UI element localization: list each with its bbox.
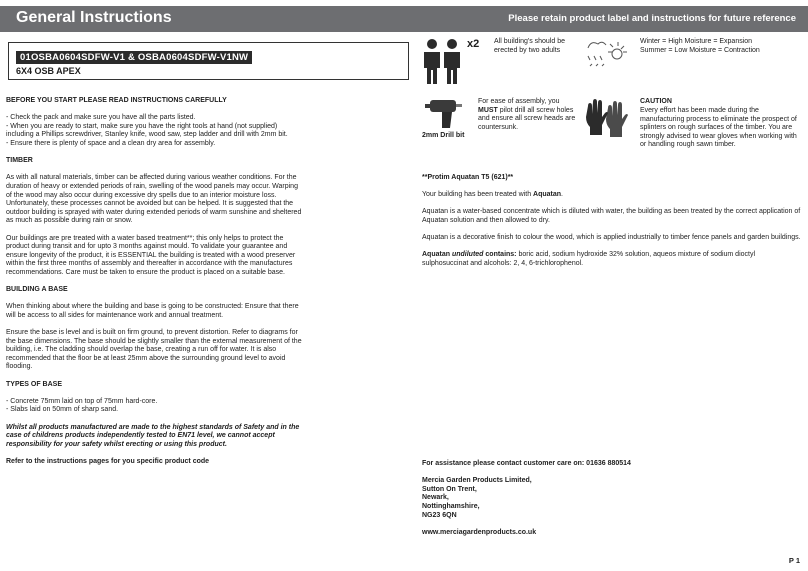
before-heading: BEFORE YOU START PLEASE READ INSTRUCTIONS CAREFULLY bbox=[6, 97, 227, 104]
header-note: Please retain product label and instructions for future reference bbox=[508, 13, 796, 24]
address-line: Sutton On Trent, bbox=[422, 485, 477, 493]
treatment-paragraph-4: Aquatan undiluted contains: boric acid, sodium hydroxide 32% solution, aqueos mixture of sodium dioctyl sulphosuccinat and alcohols: 2, 4, 6-trichlorophenol. bbox=[422, 251, 756, 267]
timber-heading: TIMBER bbox=[6, 157, 33, 165]
drill-label: 2mm Drill bit bbox=[422, 132, 465, 139]
safety-notice: Whilst all products manufactured are made to the highest standards of Safety and in the case of childrens products independently tested to EN71 level, we cannot accept responsibility for your safety whilst erecting or using this product. bbox=[6, 423, 300, 448]
caution-heading: CAUTION bbox=[640, 98, 672, 105]
timber-paragraph: As with all natural materials, timber can be affected during various weather conditions. For the duration of heavy or extended periods of rain, swelling of the wood panels may occur. Warping of the wood may also occur during excessive dry spells due to an interior moisture loss. Unfortunately, these processes cannot be avoided but can be helped. It is suggested that the outdoor building is sprayed with water during extended periods of warm sunshine and sheltered as much as possible during rain or snow. bbox=[6, 174, 302, 225]
base-paragraph: When thinking about where the building and base is going to be constructed: Ensure that there will be access to all sides for maintenance work and annual treatment. bbox=[6, 303, 299, 319]
treatment-paragraph-1: Your building has been treated with Aquatan. bbox=[422, 191, 563, 199]
gloves-icon bbox=[584, 96, 632, 145]
people-text: All building's should be erected by two adults bbox=[494, 38, 565, 54]
contact-line: For assistance please contact customer care on: 01636 880514 bbox=[422, 460, 631, 467]
weather-text-winter: Winter = High Moisture = Expansion bbox=[640, 38, 753, 45]
before-item: - When you are ready to start, make sure you have the right tools at hand (not supplied) including a Phillips screwdriver, Stanley knife, wood saw, step ladder and drill with 2mm bit. bbox=[6, 122, 288, 139]
people-count: x2 bbox=[467, 38, 480, 50]
base-heading: BUILDING A BASE bbox=[6, 286, 68, 294]
timber-paragraph: Our buildings are pre treated with a water based treatment**; this only helps to protect the product during transit and for upto 3 months against mould. To validate your guarantee and ensure longevity of the product, it is ESSENTIAL the building is treated with a wood preserver within the first three months of assembly and thereafter in accordance with the manufactures recommendations. Care must be taken to ensure the product is placed on a suitable base. bbox=[6, 234, 296, 276]
product-name: 6X4 OSB APEX bbox=[16, 66, 81, 76]
treatment-paragraph-2: Aquatan is a water-based concentrate which is diluted with water, the building as been treated by the correct application of Aquatan solution and then allowed to dry. bbox=[422, 208, 801, 224]
page-title: General Instructions bbox=[16, 9, 172, 26]
refer-note: Refer to the instructions pages for you specific product code bbox=[6, 457, 210, 465]
page-number: P 1 bbox=[788, 556, 800, 565]
base-paragraph: Ensure the base is level and is built on firm ground, to prevent distortion. Refer to diagrams for the base dimensions. The base should be slightly smaller than the external measurement of the building, i.e. The cladding should overlap the base, creating a run off for water. It is also recommended that the floor be at least 25mm above the surrounding ground level to avoid flooding. bbox=[6, 329, 302, 371]
postcode: NG23 6QN bbox=[422, 511, 457, 519]
product-code-box bbox=[8, 42, 409, 80]
treatment-section bbox=[422, 174, 802, 269]
treatment-paragraph-3: Aquatan is a decorative finish to colour the wood, which is applied industrially to timber fence panels and garden buildings. bbox=[422, 234, 801, 242]
company-name: Mercia Garden Products Limited, bbox=[422, 477, 532, 485]
drill-icon bbox=[424, 96, 466, 135]
treatment-heading: **Protim Aquatan T5 (621)** bbox=[422, 174, 514, 181]
weather-text-summer: Summer = Low Moisture = Contraction bbox=[640, 47, 760, 54]
address-line: Nottinghamshire, bbox=[422, 502, 480, 510]
website-link[interactable]: www.merciagardenproducts.co.uk bbox=[422, 528, 537, 536]
left-column bbox=[6, 97, 304, 467]
drill-text: For ease of assembly, you MUST pilot drill all screw holes and ensure all screw heads are countersunk. bbox=[478, 98, 576, 131]
caution-text: Every effort has been made during the manufacturing process to eliminate the prospect of splinters on rough surfaces of the timber. You are strongly advised to wear gloves when working with or handling rough sawn timber. bbox=[640, 107, 797, 149]
types-item: - Concrete 75mm laid on top of 75mm hard-core. bbox=[6, 397, 158, 405]
types-item: - Slabs laid on 50mm of sharp sand. bbox=[6, 406, 119, 414]
types-heading: TYPES OF BASE bbox=[6, 380, 63, 388]
two-people-icon bbox=[420, 38, 468, 91]
before-item: - Check the pack and make sure you have all the parts listed. bbox=[6, 114, 196, 122]
header-bar bbox=[0, 6, 808, 32]
before-item: - Ensure there is plenty of space and a clean dry area for assembly. bbox=[6, 139, 216, 147]
weather-icon bbox=[584, 38, 628, 73]
contact-section bbox=[422, 460, 802, 537]
address-line: Newark, bbox=[422, 494, 449, 502]
product-code: 01OSBA0604SDFW-V1 & OSBA0604SDFW-V1NW bbox=[16, 51, 252, 64]
